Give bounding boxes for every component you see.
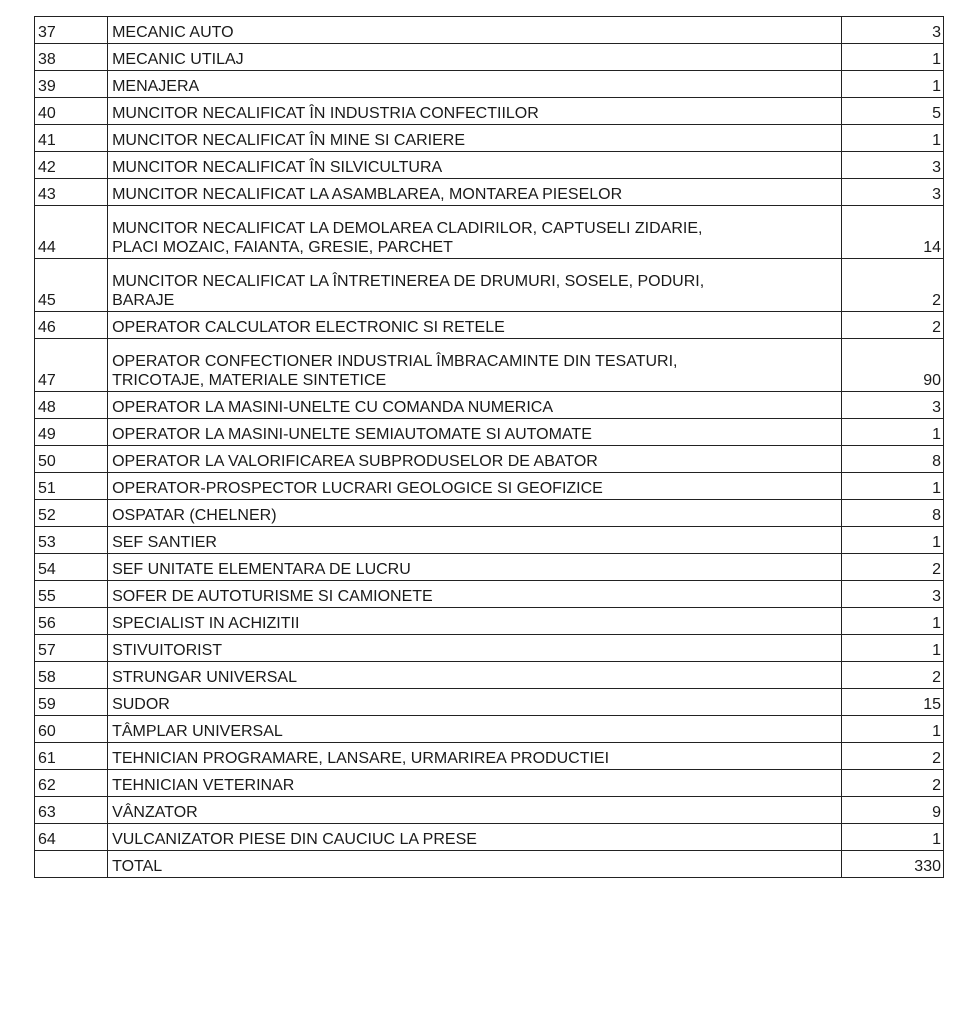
row-number-cell: 51 — [35, 473, 108, 500]
count-cell: 14 — [841, 206, 943, 259]
table-row — [35, 125, 944, 152]
table-row — [35, 71, 944, 98]
total-count-cell: 330 — [841, 851, 943, 878]
count-cell: 8 — [841, 446, 943, 473]
row-number-cell: 38 — [35, 44, 108, 71]
occupation-name-cell: MUNCITOR NECALIFICAT ÎN MINE SI CARIERE — [108, 125, 842, 152]
table-row — [35, 554, 944, 581]
occupation-name-cell: OSPATAR (CHELNER) — [108, 500, 842, 527]
row-number-cell: 54 — [35, 554, 108, 581]
table-row — [35, 689, 944, 716]
count-cell: 5 — [841, 98, 943, 125]
table-row — [35, 44, 944, 71]
table-row — [35, 446, 944, 473]
row-number-cell: 61 — [35, 743, 108, 770]
occupation-name-line: OPERATOR CONFECTIONER INDUSTRIAL ÎMBRACAMINTE DIN TESATURI, — [112, 353, 678, 370]
table-row — [35, 419, 944, 446]
row-number-cell: 40 — [35, 98, 108, 125]
row-number-cell: 45 — [35, 259, 108, 312]
row-number-cell: 49 — [35, 419, 108, 446]
row-number-cell: 41 — [35, 125, 108, 152]
count-cell: 2 — [841, 743, 943, 770]
occupation-name-cell: SUDOR — [108, 689, 842, 716]
occupation-name-cell — [108, 339, 842, 392]
table-row — [35, 473, 944, 500]
count-cell: 8 — [841, 500, 943, 527]
row-number-cell: 52 — [35, 500, 108, 527]
occupation-name-cell: TEHNICIAN PROGRAMARE, LANSARE, URMARIREA PRODUCTIEI — [108, 743, 842, 770]
table-row — [35, 770, 944, 797]
count-cell: 1 — [841, 527, 943, 554]
table-row — [35, 527, 944, 554]
row-number-cell: 42 — [35, 152, 108, 179]
row-number-cell: 53 — [35, 527, 108, 554]
count-cell: 3 — [841, 152, 943, 179]
total-nr-cell — [35, 851, 108, 878]
occupations-table — [34, 16, 944, 878]
occupation-name-cell: SEF SANTIER — [108, 527, 842, 554]
row-number-cell: 48 — [35, 392, 108, 419]
count-cell: 1 — [841, 125, 943, 152]
table-row — [35, 259, 944, 312]
occupation-name-cell: STRUNGAR UNIVERSAL — [108, 662, 842, 689]
occupation-name-cell: SOFER DE AUTOTURISME SI CAMIONETE — [108, 581, 842, 608]
count-cell: 9 — [841, 797, 943, 824]
occupation-name-cell: MUNCITOR NECALIFICAT ÎN INDUSTRIA CONFECTIILOR — [108, 98, 842, 125]
table-row — [35, 179, 944, 206]
count-cell: 1 — [841, 824, 943, 851]
table-row — [35, 312, 944, 339]
occupation-name-cell: STIVUITORIST — [108, 635, 842, 662]
occupation-name-cell: SEF UNITATE ELEMENTARA DE LUCRU — [108, 554, 842, 581]
count-cell: 2 — [841, 554, 943, 581]
occupation-name-cell: MUNCITOR NECALIFICAT ÎN SILVICULTURA — [108, 152, 842, 179]
row-number-cell: 63 — [35, 797, 108, 824]
row-number-cell: 44 — [35, 206, 108, 259]
count-cell: 1 — [841, 716, 943, 743]
occupation-name-line: MUNCITOR NECALIFICAT LA ÎNTRETINEREA DE DRUMURI, SOSELE, PODURI, — [112, 273, 705, 290]
occupation-name-cell: MUNCITOR NECALIFICAT LA ASAMBLAREA, MONTAREA PIESELOR — [108, 179, 842, 206]
count-cell: 1 — [841, 44, 943, 71]
row-number-cell: 59 — [35, 689, 108, 716]
occupation-name-cell: OPERATOR-PROSPECTOR LUCRARI GEOLOGICE SI GEOFIZICE — [108, 473, 842, 500]
count-cell: 3 — [841, 179, 943, 206]
row-number-cell: 55 — [35, 581, 108, 608]
table-row — [35, 392, 944, 419]
table-row — [35, 608, 944, 635]
occupations-table-body — [35, 17, 944, 851]
count-cell: 1 — [841, 473, 943, 500]
table-row — [35, 152, 944, 179]
count-cell: 2 — [841, 259, 943, 312]
occupation-name-cell: TEHNICIAN VETERINAR — [108, 770, 842, 797]
count-cell: 1 — [841, 71, 943, 98]
count-cell: 2 — [841, 312, 943, 339]
count-cell: 1 — [841, 608, 943, 635]
occupation-name-cell: OPERATOR LA MASINI-UNELTE SEMIAUTOMATE SI AUTOMATE — [108, 419, 842, 446]
table-row — [35, 500, 944, 527]
row-number-cell: 57 — [35, 635, 108, 662]
occupation-name-cell: OPERATOR LA MASINI-UNELTE CU COMANDA NUMERICA — [108, 392, 842, 419]
row-number-cell: 37 — [35, 17, 108, 44]
occupation-name-cell: OPERATOR LA VALORIFICAREA SUBPRODUSELOR DE ABATOR — [108, 446, 842, 473]
table-row — [35, 206, 944, 259]
row-number-cell: 39 — [35, 71, 108, 98]
total-row — [35, 851, 944, 878]
table-row — [35, 743, 944, 770]
occupation-name-line: PLACI MOZAIC, FAIANTA, GRESIE, PARCHET — [112, 239, 453, 256]
row-number-cell: 50 — [35, 446, 108, 473]
count-cell: 15 — [841, 689, 943, 716]
table-row — [35, 716, 944, 743]
row-number-cell: 46 — [35, 312, 108, 339]
occupation-name-cell: VÂNZATOR — [108, 797, 842, 824]
table-row — [35, 339, 944, 392]
occupation-name-cell — [108, 259, 842, 312]
table-row — [35, 824, 944, 851]
table-row — [35, 797, 944, 824]
count-cell: 3 — [841, 581, 943, 608]
occupation-name-cell: TÂMPLAR UNIVERSAL — [108, 716, 842, 743]
count-cell: 1 — [841, 419, 943, 446]
occupation-name-cell: MENAJERA — [108, 71, 842, 98]
row-number-cell: 62 — [35, 770, 108, 797]
count-cell: 3 — [841, 17, 943, 44]
row-number-cell: 64 — [35, 824, 108, 851]
table-row — [35, 98, 944, 125]
row-number-cell: 47 — [35, 339, 108, 392]
row-number-cell: 43 — [35, 179, 108, 206]
occupation-name-cell — [108, 206, 842, 259]
count-cell: 2 — [841, 770, 943, 797]
occupation-name-line: MUNCITOR NECALIFICAT LA DEMOLAREA CLADIRILOR, CAPTUSELI ZIDARIE, — [112, 220, 703, 237]
total-label-cell: TOTAL — [108, 851, 842, 878]
count-cell: 90 — [841, 339, 943, 392]
table-row — [35, 662, 944, 689]
occupation-name-cell: VULCANIZATOR PIESE DIN CAUCIUC LA PRESE — [108, 824, 842, 851]
occupation-name-cell: MECANIC AUTO — [108, 17, 842, 44]
occupation-name-cell: OPERATOR CALCULATOR ELECTRONIC SI RETELE — [108, 312, 842, 339]
table-row — [35, 581, 944, 608]
row-number-cell: 56 — [35, 608, 108, 635]
occupation-name-cell: MECANIC UTILAJ — [108, 44, 842, 71]
count-cell: 3 — [841, 392, 943, 419]
occupation-name-line: BARAJE — [112, 292, 175, 309]
count-cell: 1 — [841, 635, 943, 662]
occupation-name-cell: SPECIALIST IN ACHIZITII — [108, 608, 842, 635]
table-row — [35, 17, 944, 44]
count-cell: 2 — [841, 662, 943, 689]
occupation-name-line: TRICOTAJE, MATERIALE SINTETICE — [112, 372, 387, 389]
row-number-cell: 58 — [35, 662, 108, 689]
table-row — [35, 635, 944, 662]
row-number-cell: 60 — [35, 716, 108, 743]
